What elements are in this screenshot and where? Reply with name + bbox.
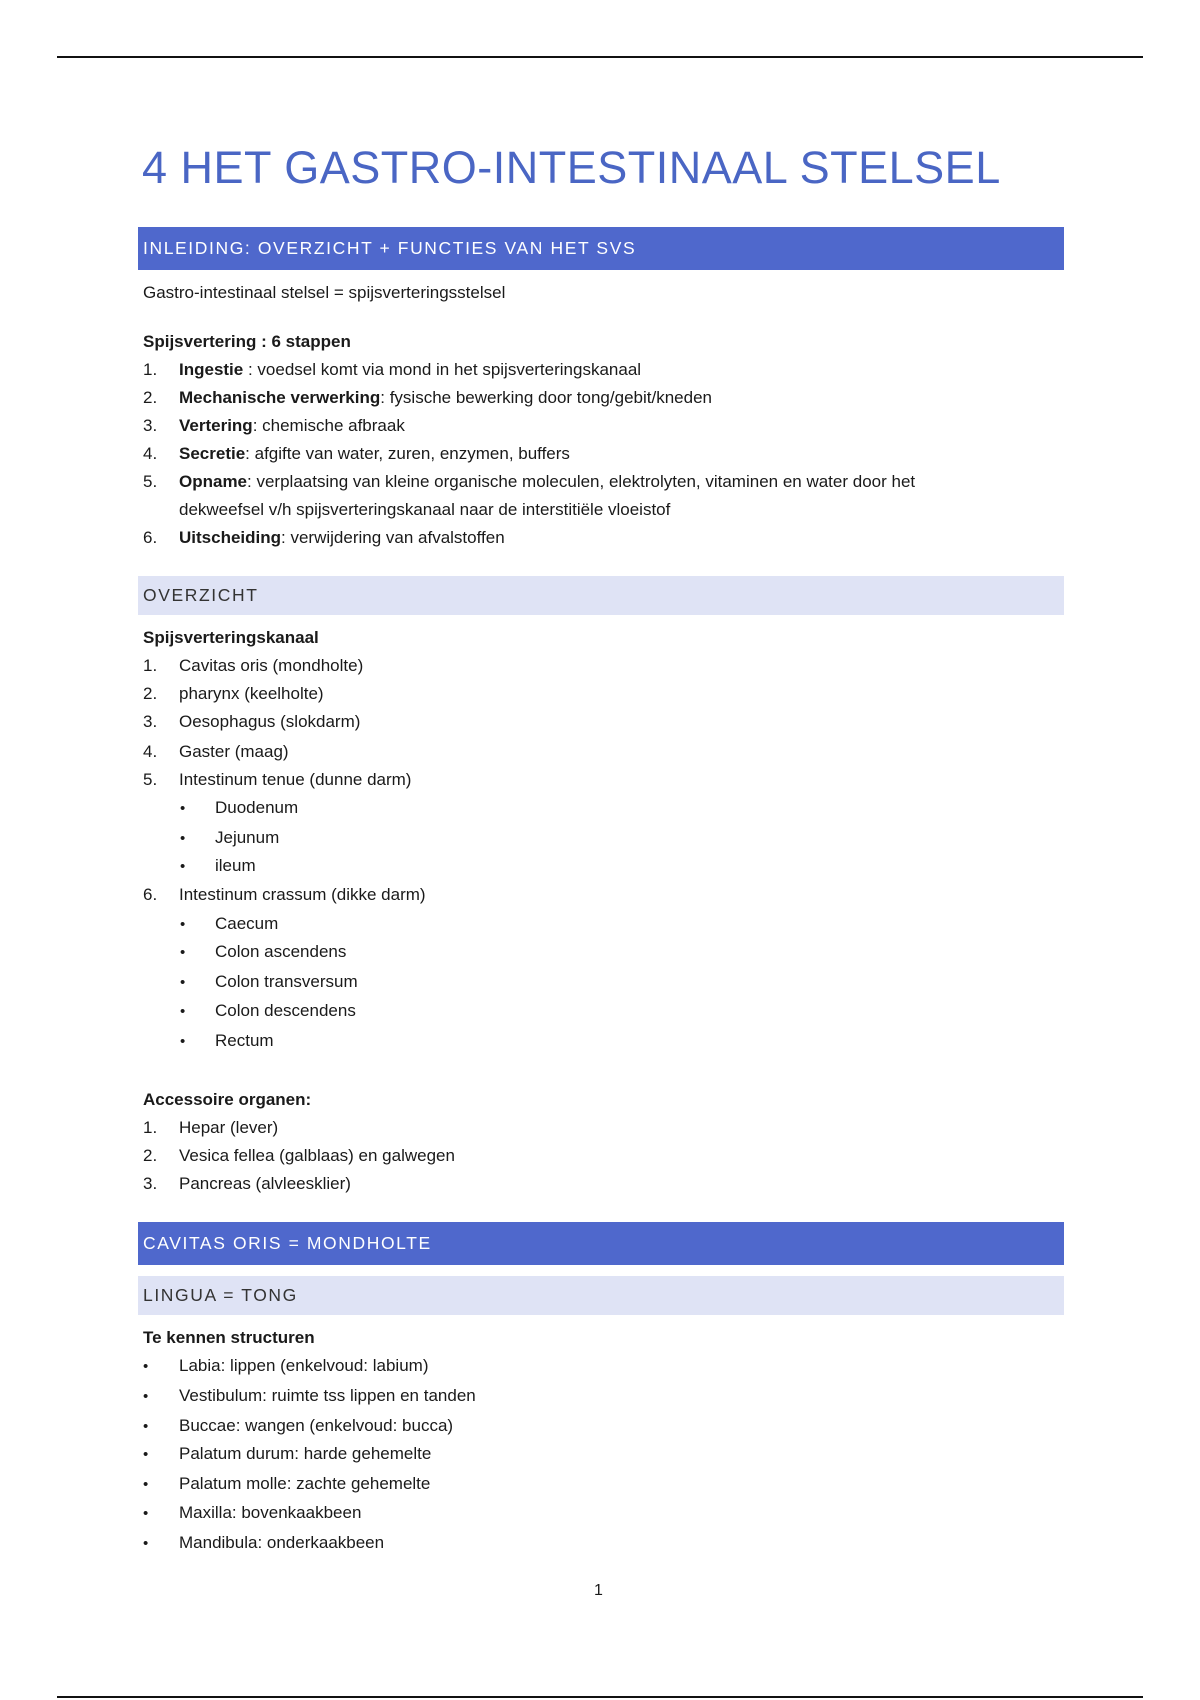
- sub-item: ileum: [215, 856, 256, 875]
- canal-title: Spijsverteringskanaal: [143, 628, 319, 647]
- sub-item: Duodenum: [215, 798, 299, 817]
- bullet-icon: •: [180, 830, 186, 847]
- subsection-heading-lingua: [138, 1276, 1064, 1315]
- canal-item: Intestinum crassum (dikke darm): [179, 885, 426, 904]
- step-number: 2.: [143, 388, 158, 407]
- step-number: 3.: [143, 416, 158, 435]
- canal-number: 6.: [143, 885, 158, 904]
- canal-item: Gaster (maag): [179, 742, 289, 761]
- bullet-icon: •: [143, 1418, 149, 1435]
- bullet-icon: •: [180, 974, 186, 991]
- structure-item: Palatum durum: harde gehemelte: [179, 1444, 432, 1463]
- accessory-item: Hepar (lever): [179, 1118, 279, 1137]
- sub-item: Rectum: [215, 1031, 274, 1050]
- sub-item: Caecum: [215, 914, 279, 933]
- sub-item: Colon descendens: [215, 1001, 356, 1020]
- bullet-icon: •: [180, 944, 186, 961]
- step-item: Vertering: chemische afbraak: [179, 416, 405, 435]
- section-heading-overzicht: [138, 576, 1064, 615]
- canal-number: 3.: [143, 712, 158, 731]
- structures-title: Te kennen structuren: [143, 1328, 315, 1347]
- section-heading-text: OVERZICHT: [143, 585, 259, 605]
- canal-number: 4.: [143, 742, 158, 761]
- step-item: Opname: verplaatsing van kleine organische moleculen, elektrolyten, vitaminen en water door het: [179, 472, 916, 491]
- bullet-icon: •: [143, 1505, 149, 1522]
- sub-item: Colon transversum: [215, 972, 358, 991]
- bullet-icon: •: [143, 1535, 149, 1552]
- section-heading-text: CAVITAS ORIS = MONDHOLTE: [143, 1233, 432, 1253]
- section-heading-cavitas-oris: [138, 1222, 1064, 1265]
- structure-item: Palatum molle: zachte gehemelte: [179, 1474, 431, 1493]
- intro-text: Gastro-intestinaal stelsel = spijsverteringsstelsel: [143, 283, 506, 302]
- structure-item: Vestibulum: ruimte tss lippen en tanden: [179, 1386, 476, 1405]
- structure-item: Labia: lippen (enkelvoud: labium): [179, 1356, 429, 1375]
- step-number: 5.: [143, 472, 158, 491]
- page-title: 4 HET GASTRO-INTESTINAAL STELSEL: [142, 142, 1001, 193]
- canal-number: 2.: [143, 684, 158, 703]
- section-heading-text: INLEIDING: OVERZICHT + FUNCTIES VAN HET SVS: [143, 238, 637, 258]
- footer-rule: [57, 1696, 1143, 1698]
- accessory-item: Vesica fellea (galblaas) en galwegen: [179, 1146, 455, 1165]
- step-number: 1.: [143, 360, 158, 379]
- step-item: Secretie: afgifte van water, zuren, enzymen, buffers: [179, 444, 570, 463]
- bullet-icon: •: [143, 1476, 149, 1493]
- accessory-number: 3.: [143, 1174, 158, 1193]
- canal-item: pharynx (keelholte): [179, 684, 324, 703]
- sub-item: Colon ascendens: [215, 942, 347, 961]
- accessory-item: Pancreas (alvleesklier): [179, 1174, 351, 1193]
- canal-number: 1.: [143, 656, 158, 675]
- bullet-icon: •: [143, 1358, 149, 1375]
- bullet-icon: •: [180, 916, 186, 933]
- sub-item: Jejunum: [215, 828, 280, 847]
- subsection-heading-text: LINGUA = TONG: [143, 1285, 298, 1305]
- canal-number: 5.: [143, 770, 158, 789]
- bullet-icon: •: [180, 858, 186, 875]
- accessory-title: Accessoire organen:: [143, 1090, 312, 1109]
- page-number: 1: [594, 1582, 603, 1599]
- bullet-icon: •: [143, 1446, 149, 1463]
- step-number: 6.: [143, 528, 158, 547]
- canal-item: Intestinum tenue (dunne darm): [179, 770, 412, 789]
- step-item: Uitscheiding: verwijdering van afvalstoffen: [179, 528, 505, 547]
- bullet-icon: •: [180, 1003, 186, 1020]
- accessory-number: 1.: [143, 1118, 158, 1137]
- step-item: Mechanische verwerking: fysische bewerking door tong/gebit/kneden: [179, 388, 712, 407]
- bullet-icon: •: [143, 1388, 149, 1405]
- steps-title: Spijsvertering : 6 stappen: [143, 332, 351, 351]
- header-rule: [57, 56, 1143, 58]
- accessory-number: 2.: [143, 1146, 158, 1165]
- bullet-icon: •: [180, 800, 186, 817]
- structure-item: Mandibula: onderkaakbeen: [179, 1533, 385, 1552]
- section-heading-inleiding: [138, 227, 1064, 270]
- structure-item: Maxilla: bovenkaakbeen: [179, 1503, 362, 1522]
- canal-item: Oesophagus (slokdarm): [179, 712, 361, 731]
- step-number: 4.: [143, 444, 158, 463]
- canal-item: Cavitas oris (mondholte): [179, 656, 364, 675]
- structure-item: Buccae: wangen (enkelvoud: bucca): [179, 1416, 454, 1435]
- bullet-icon: •: [180, 1033, 186, 1050]
- step-item: Ingestie : voedsel komt via mond in het spijsverteringskanaal: [179, 360, 642, 379]
- step-item-continuation: dekweefsel v/h spijsverteringskanaal naar de interstitiële vloeistof: [179, 500, 671, 519]
